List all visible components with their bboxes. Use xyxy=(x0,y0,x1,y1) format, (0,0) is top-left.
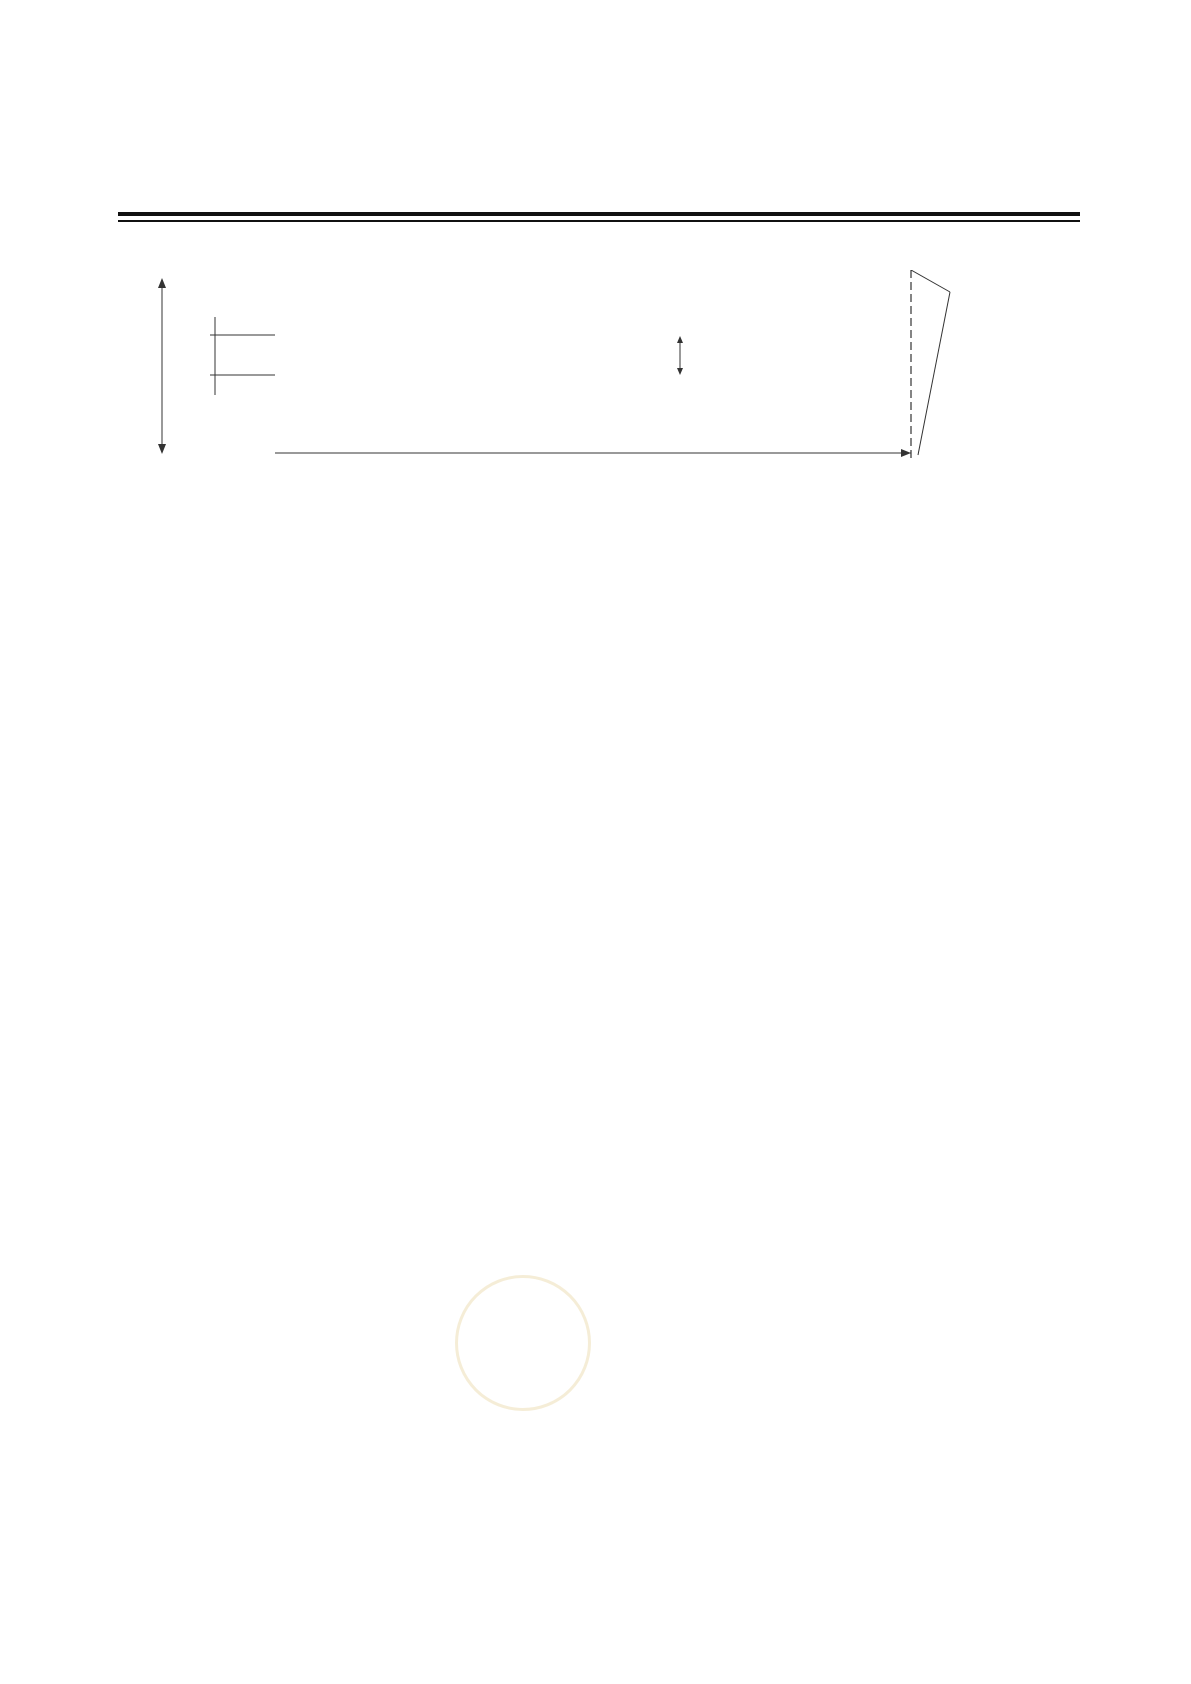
content xyxy=(118,560,1080,626)
watermark-seal xyxy=(455,1275,591,1411)
header-rule-thick xyxy=(118,212,1080,216)
header-rule-thin xyxy=(118,220,1080,222)
figure xyxy=(150,270,1040,502)
aisle-seating-diagram xyxy=(150,270,1040,502)
page-header xyxy=(118,170,1080,204)
